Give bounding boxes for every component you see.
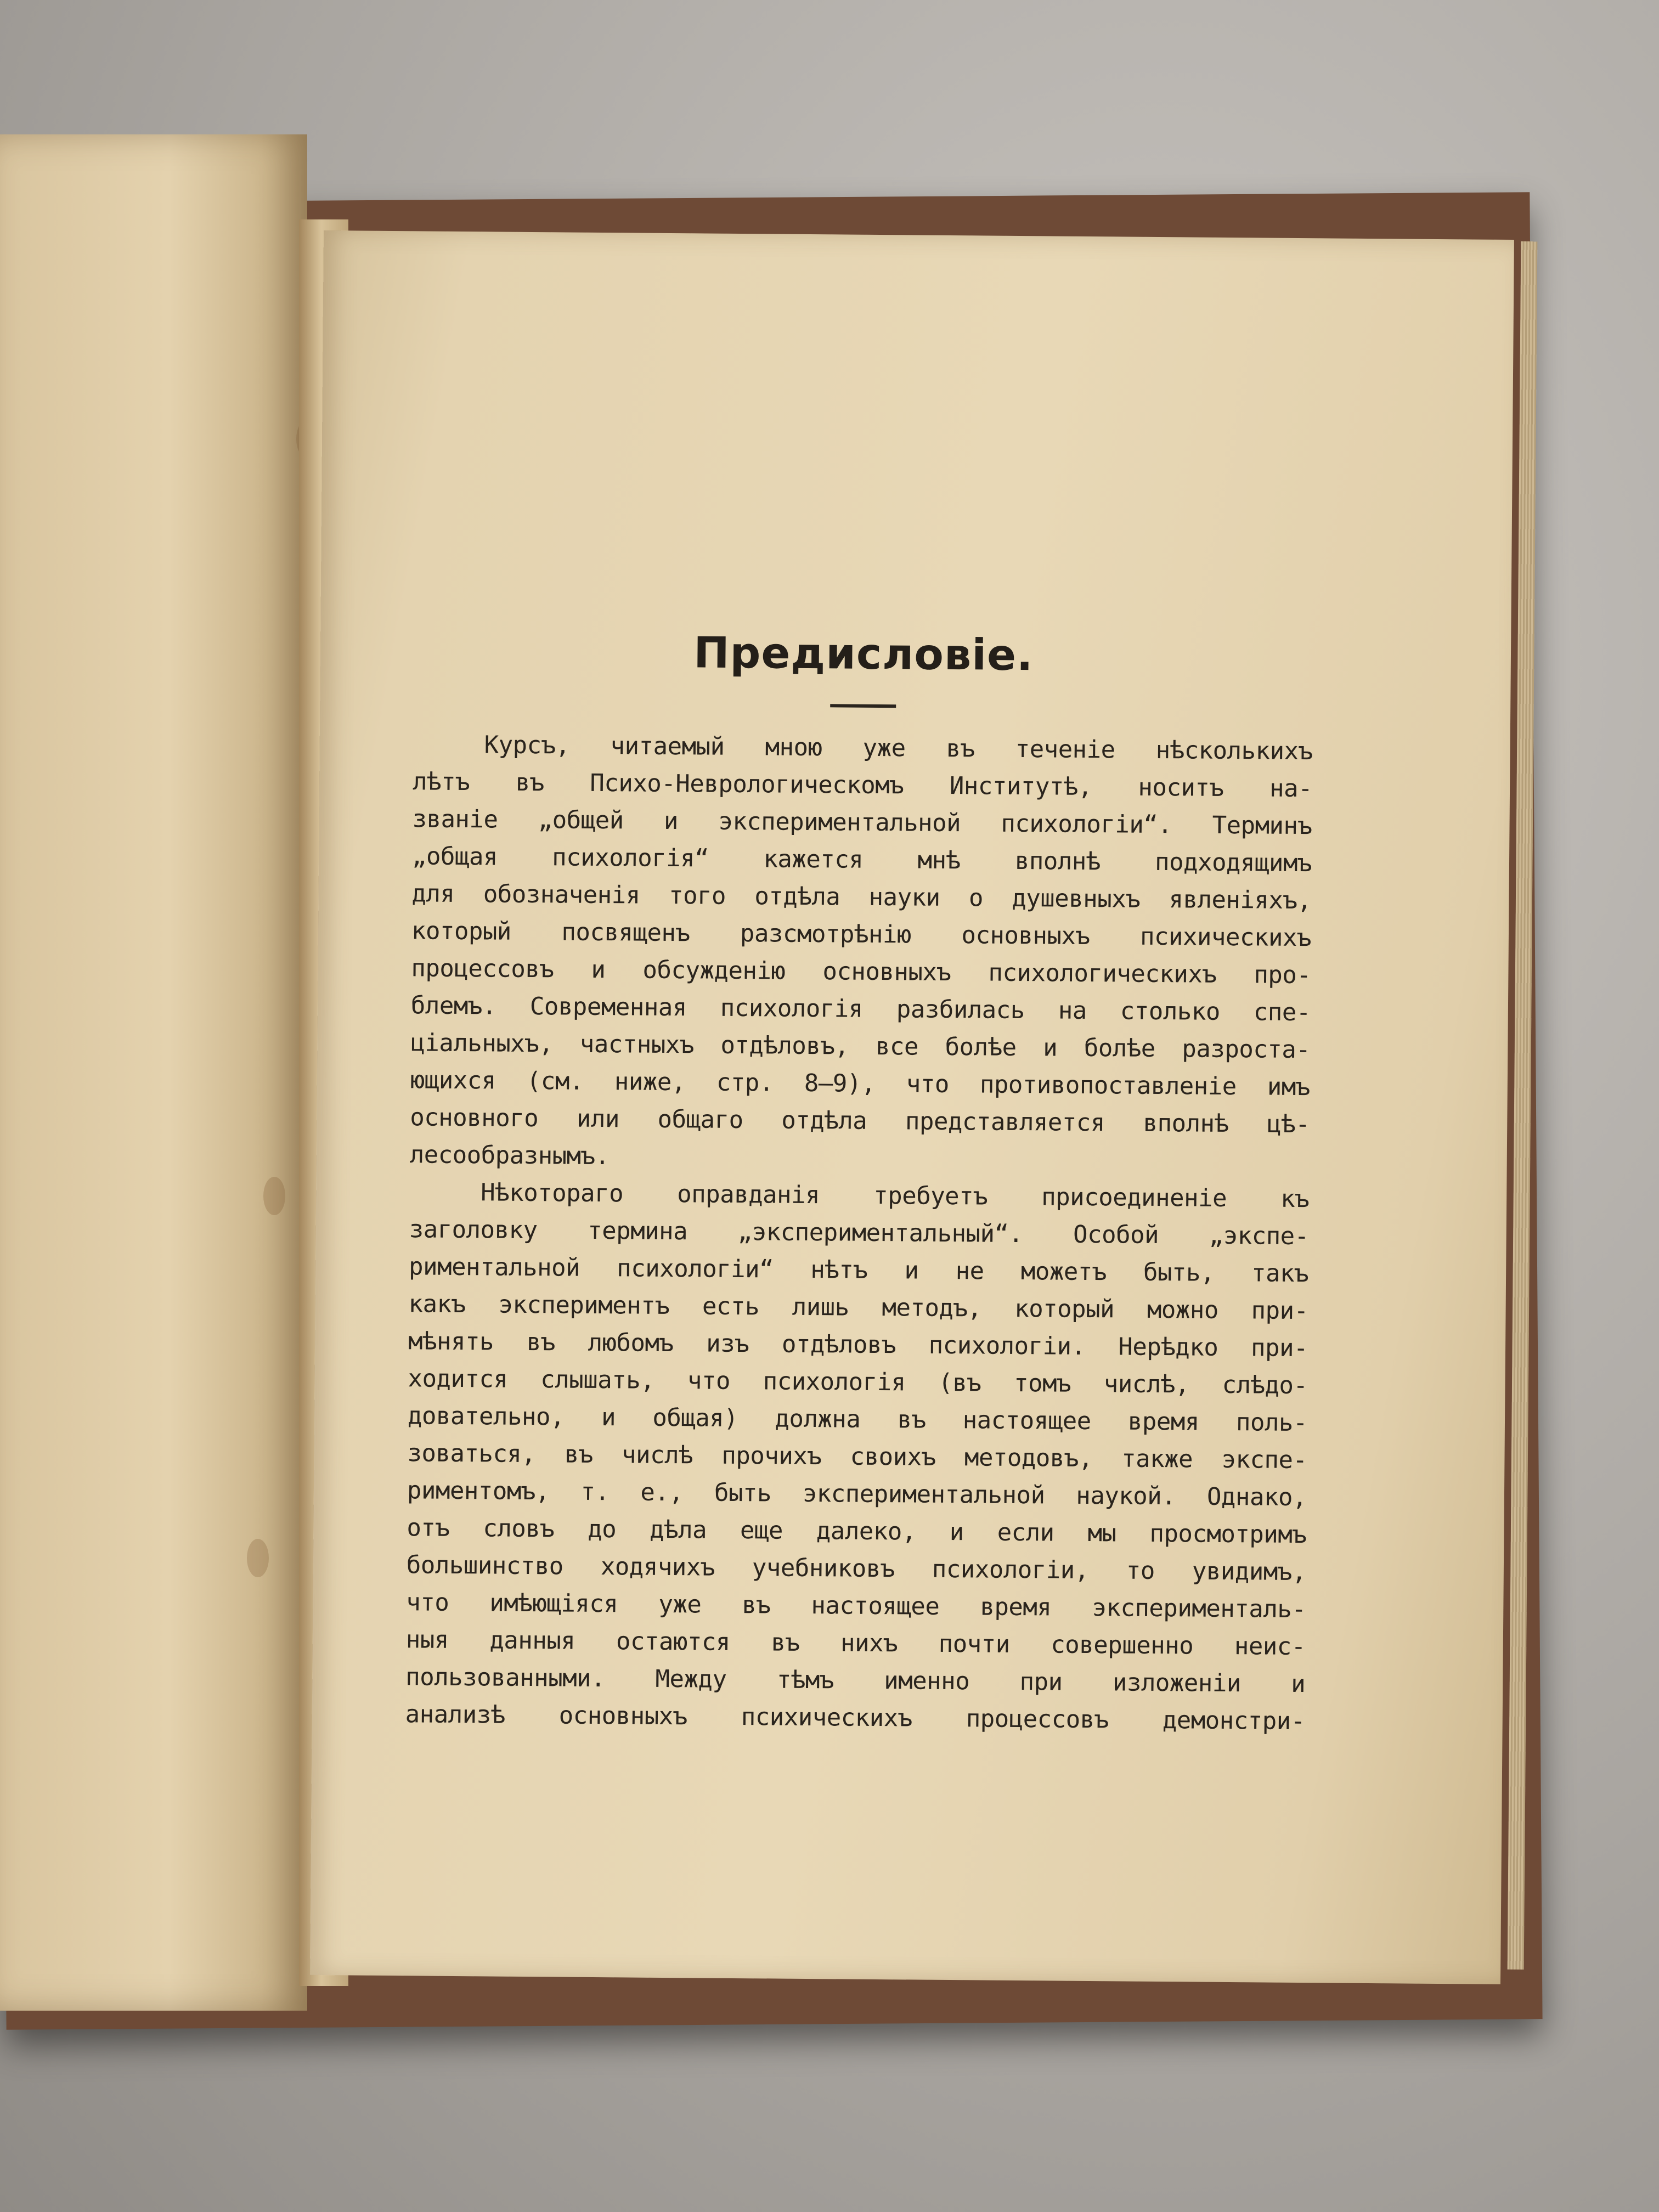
paragraph-2 <box>405 1173 1309 1740</box>
text-line: Нѣкотораго оправданія требуетъ присоединеніе къ <box>481 1178 1310 1214</box>
text-line: лѣтъ въ Психо-Неврологическомъ Институтѣ, носитъ на- <box>412 768 1313 803</box>
text-line: ціальныхъ, частныхъ отдѣловъ, все болѣе и болѣе разроста- <box>410 1029 1311 1064</box>
text-line: „общая психологія“ кажется мнѣ вполнѣ подходящимъ <box>411 842 1312 878</box>
text-line: который посвященъ разсмотрѣнію основныхъ психическихъ <box>411 917 1312 952</box>
text-line: отъ словъ до дѣла еще далеко, и если мы просмотримъ <box>407 1514 1307 1549</box>
text-line: ходится слышать, что психологія (въ томъ числѣ, слѣдо- <box>408 1364 1308 1400</box>
text-line: риментомъ, т. е., быть экспериментальной наукой. Однако, <box>407 1476 1307 1512</box>
text-line: званіе „общей и экспериментальной психологіи“. Терминъ <box>412 805 1312 840</box>
text-line: большинство ходячихъ учебниковъ психологіи, то увидимъ, <box>406 1551 1307 1587</box>
text-line: основного или общаго отдѣла представляется вполнѣ цѣ- <box>410 1103 1310 1139</box>
text-line: для обозначенія того отдѣла науки о душевныхъ явленіяхъ, <box>411 879 1312 915</box>
page-stain <box>263 1177 285 1215</box>
page-title: Предисловіе. <box>693 628 1034 681</box>
text-line: ющихся (см. ниже, стр. 8—9), что противопоставленіе имъ <box>410 1066 1310 1102</box>
text-line: пользованными. Между тѣмъ именно при изложеніи и <box>405 1663 1306 1699</box>
text-line: процессовъ и обсужденію основныхъ психологическихъ про- <box>411 954 1311 990</box>
text-line: Курсъ, читаемый мною уже въ теченіе нѣсколькихъ <box>484 731 1313 766</box>
paragraph-1 <box>410 726 1313 1181</box>
right-page <box>310 230 1514 1984</box>
text-line: какъ экспериментъ есть лишь методъ, который можно при- <box>408 1290 1308 1325</box>
text-line: что имѣющіяся уже въ настоящее время эксперименталь- <box>406 1588 1306 1624</box>
text-line: лесообразнымъ. <box>409 1141 610 1171</box>
text-line: мѣнять въ любомъ изъ отдѣловъ психологіи. Нерѣдко при- <box>408 1327 1308 1363</box>
text-line: анализѣ основныхъ психическихъ процессовъ демонстри- <box>405 1700 1305 1736</box>
page-content <box>405 626 1313 1740</box>
title-rule <box>830 704 896 708</box>
text-line: ныя данныя остаются въ нихъ почти совершенно неис- <box>405 1626 1306 1661</box>
text-line: довательно, и общая) должна въ настоящее время поль- <box>407 1402 1308 1437</box>
text-line: зоваться, въ числѣ прочихъ своихъ методовъ, также экспе- <box>407 1439 1307 1475</box>
text-line: заголовку термина „экспериментальный“. Особой „экспе- <box>409 1215 1309 1251</box>
page-stain <box>247 1539 269 1577</box>
text-line: блемъ. Современная психологія разбилась на столько спе- <box>410 991 1311 1027</box>
left-page <box>0 134 307 2011</box>
text-line: риментальной психологіи“ нѣтъ и не можетъ быть, такъ <box>408 1252 1309 1288</box>
